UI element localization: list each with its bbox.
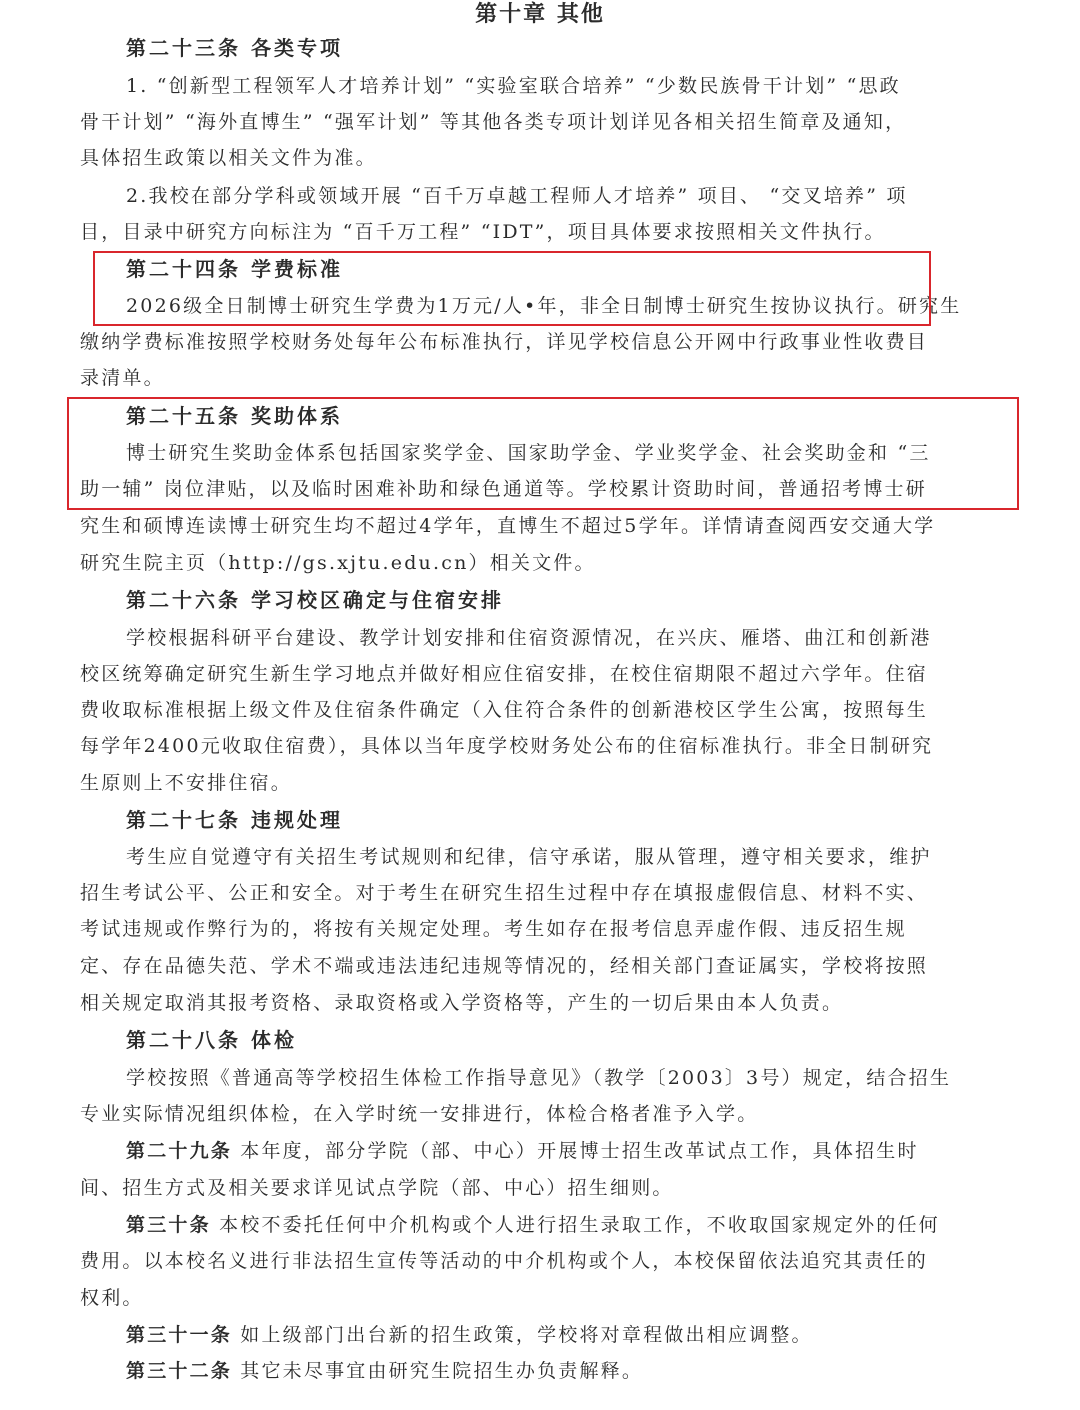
article-26-line: 校区统筹确定研究生新生学习地点并做好相应住宿安排，在校住宿期限不超过六学年。住宿 (80, 663, 929, 685)
article-26-line: 学校根据科研平台建设、教学计划安排和住宿资源情况，在兴庆、雁塔、曲江和创新港 (126, 627, 932, 649)
article-31-text: 如上级部门出台新的招生政策，学校将对章程做出相应调整。 (240, 1324, 813, 1346)
article-26-line: 生原则上不安排住宿。 (80, 772, 293, 794)
article-31-line (126, 1320, 1015, 1350)
article-23-line: 目，目录中研究方向标注为 “百千万工程” “IDT”，项目具体要求按照相关文件执行。 (80, 221, 886, 243)
article-23-line: 2.我校在部分学科或领域开展 “百千万卓越工程师人才培养” 项目、 “交叉培养” 项 (126, 185, 908, 207)
article-30-line: 权利。 (80, 1287, 144, 1309)
article-32-text: 其它未尽事宜由研究生院招生办负责解释。 (240, 1360, 644, 1382)
article-24-line: 录清单。 (80, 367, 165, 389)
article-25-heading: 第二十五条 奖助体系 (126, 404, 343, 428)
article-25-line: 助一辅” 岗位津贴，以及临时困难补助和绿色通道等。学校累计资助时间，普通招考博士研 (80, 478, 927, 500)
article-27-line: 考生应自觉遵守有关招生考试规则和纪律，信守承诺，服从管理，遵守相关要求，维护 (126, 846, 932, 868)
article-24-line: 缴纳学费标准按照学校财务处每年公布标准执行，详见学校信息公开网中行政事业性收费目 (80, 331, 929, 353)
article-30-heading: 第三十条 (126, 1214, 211, 1236)
article-29-line: 本年度，部分学院（部、中心）开展博士招生改革试点工作，具体招生时 (240, 1140, 919, 1162)
article-27-heading: 第二十七条 违规处理 (126, 808, 343, 832)
article-27-line: 定、存在品德失范、学术不端或违法违纪违规等情况的，经相关部门查证属实，学校将按照 (80, 955, 929, 977)
chapter-title: 第十章 其他 (475, 1, 605, 27)
article-28-heading: 第二十八条 体检 (126, 1028, 297, 1052)
article-24-heading: 第二十四条 学费标准 (126, 257, 343, 281)
article-26-line: 每学年2400元收取住宿费），具体以当年度学校财务处公布的住宿标准执行。非全日制研究 (80, 735, 934, 757)
article-29-line: 间、招生方式及相关要求详见试点学院（部、中心）招生细则。 (80, 1177, 674, 1199)
article-26-line: 费收取标准根据上级文件及住宿条件确定（入住符合条件的创新港校区学生公寓，按照每生 (80, 699, 929, 721)
article-23-line: 具体招生政策以相关文件为准。 (80, 147, 377, 169)
article-24-line: 2026级全日制博士研究生学费为1万元/人•年，非全日制博士研究生按协议执行。研究生 (126, 295, 962, 317)
article-29-heading: 第二十九条 (126, 1140, 233, 1162)
article-25-line: 研究生院主页（http://gs.xjtu.edu.cn）相关文件。 (80, 552, 596, 574)
article-27-line: 相关规定取消其报考资格、录取资格或入学资格等，产生的一切后果由本人负责。 (80, 992, 844, 1014)
article-25-line: 博士研究生奖助金体系包括国家奖学金、国家助学金、学业奖学金、社会奖助金和 “三 (126, 442, 931, 464)
article-27-line: 招生考试公平、公正和安全。对于考生在研究生招生过程中存在填报虚假信息、材料不实、 (80, 882, 929, 904)
article-32-heading: 第三十二条 (126, 1360, 233, 1382)
article-30-line: 费用。以本校名义进行非法招生宣传等活动的中介机构或个人，本校保留依法追究其责任的 (80, 1250, 929, 1272)
article-29-first-line (126, 1136, 1015, 1166)
article-31-heading: 第三十一条 (126, 1324, 233, 1346)
article-23-line: 骨干计划” “海外直博生” “强军计划” 等其他各类专项计划详见各相关招生简章及通知， (80, 111, 907, 133)
article-23-line: 1. “创新型工程领军人才培养计划” “实验室联合培养” “少数民族骨干计划” “思政 (126, 75, 901, 97)
article-28-line: 专业实际情况组织体检，在入学时统一安排进行，体检合格者准予入学。 (80, 1103, 759, 1125)
article-30-line: 本校不委托任何中介机构或个人进行招生录取工作，不收取国家规定外的任何 (219, 1214, 940, 1236)
article-32-line (126, 1356, 1015, 1386)
article-23-heading: 第二十三条 各类专项 (126, 36, 343, 60)
article-26-heading: 第二十六条 学习校区确定与住宿安排 (126, 588, 504, 612)
article-28-line: 学校按照《普通高等学校招生体检工作指导意见》（教学〔2003〕3号）规定，结合招生 (126, 1067, 952, 1089)
article-25-line: 究生和硕博连读博士研究生均不超过4学年，直博生不超过5学年。详情请查阅西安交通大学 (80, 515, 936, 537)
article-27-line: 考试违规或作弊行为的，将按有关规定处理。考生如存在报考信息弄虚作假、违反招生规 (80, 918, 907, 940)
article-30-first-line (126, 1210, 1015, 1240)
